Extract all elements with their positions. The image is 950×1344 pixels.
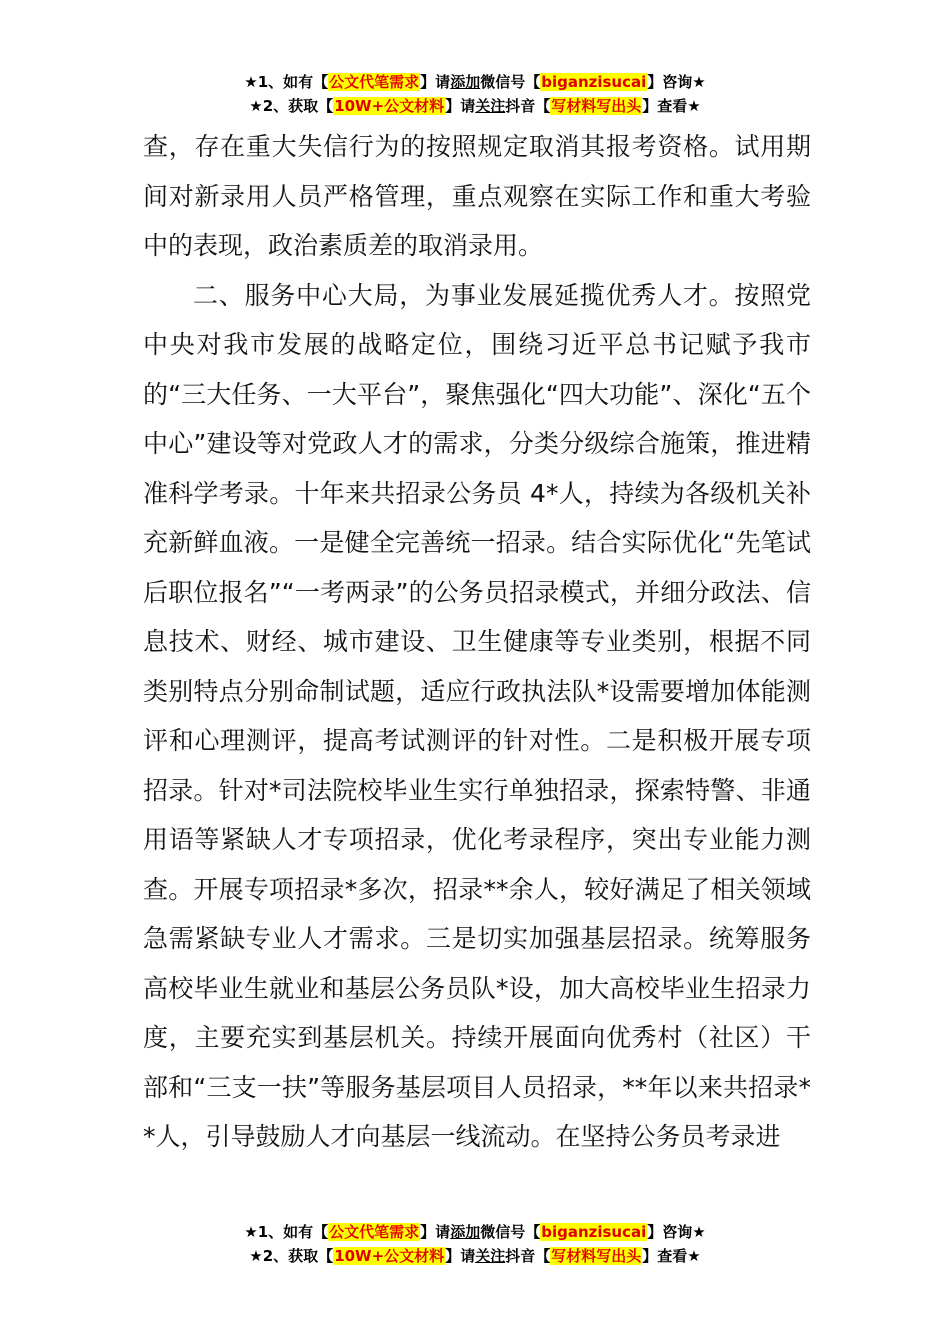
footer-line-1-text-c: 微信号【 [480, 1223, 541, 1241]
body-paragraph-continuation: 查，存在重大失信行为的按照规定取消其报考资格。试用期间对新录用人员严格管理，重点观察在实际工作和重大考验中的表现，政治素质差的取消录用。 [143, 132, 811, 260]
header-line-1-text-c: 微信号【 [480, 73, 541, 91]
header-line-2-text-d: 】查看★ [642, 97, 701, 115]
document-body [143, 122, 811, 1162]
header-highlight-wechat-id: biganzisucai [541, 73, 647, 91]
header-banner [0, 70, 950, 118]
header-line-1 [0, 70, 950, 94]
header-line-1-text-d: 】咨询★ [647, 73, 706, 91]
footer-highlight-materials: 10W+公文材料 [334, 1247, 445, 1265]
header-line-1-text-b: 】请 [420, 73, 451, 91]
footer-line-1-text-a: ★1、如有【 [244, 1223, 329, 1241]
header-line-2 [0, 94, 950, 118]
footer-line-1 [0, 1220, 950, 1244]
header-underline-add: 添加 [450, 73, 481, 91]
header-highlight-douyin-account: 写材料写出头 [551, 97, 642, 115]
body-paragraph-section-two: 二、服务中心大局，为事业发展延揽优秀人才。按照党中央对我市发展的战略定位，围绕习近平总书记赋予我市的“三大任务、一大平台”，聚焦强化“四大功能”、深化“五个中心”建设等对党政人才的需求，分类分级综合施策，推进精准科学考录。十年来共招录公务员 4*人，持续为各级机关补充新鲜血液。一是健全完善统一招录。结合实际优化“先笔试后职位报名”“一考两录”的公务员招录模式，并细分政法、信息技术、财经、城市建设、卫生健康等专业类别，根据不同类别特点分别命制试题，适应行政执法队*设需要增加体能测评和心理测评，提高考试测评的针对性。二是积极开展专项招录。针对*司法院校毕业生实行单独招录，探索特警、非通用语等紧缺人才专项招录，优化考录程序，突出专业能力测查。开展专项招录*多次，招录**余人，较好满足了相关领域急需紧缺专业人才需求。三是切实加强基层招录。统筹服务高校毕业生就业和基层公务员队*设，加大高校毕业生招录力度，主要充实到基层机关。持续开展面向优秀村（社区）干部和“三支一扶”等服务基层项目人员招录，**年以来共招录**人，引导鼓励人才向基层一线流动。在坚持公务员考录进 [143, 280, 811, 1151]
header-line-2-text-a: ★2、获取【 [249, 97, 334, 115]
header-line-2-text-b: 】请 [445, 97, 476, 115]
footer-highlight-douyin-account: 写材料写出头 [551, 1247, 642, 1265]
footer-line-1-text-b: 】请 [420, 1223, 451, 1241]
footer-line-2-text-b: 】请 [445, 1247, 476, 1265]
footer-line-2-text-d: 】查看★ [642, 1247, 701, 1265]
header-highlight-writing-service: 公文代笔需求 [329, 73, 420, 91]
footer-underline-follow: 关注 [475, 1247, 506, 1265]
header-line-1-text-a: ★1、如有【 [244, 73, 329, 91]
footer-underline-add: 添加 [450, 1223, 481, 1241]
footer-highlight-writing-service: 公文代笔需求 [329, 1223, 420, 1241]
header-underline-follow: 关注 [475, 97, 506, 115]
header-line-2-text-c: 抖音【 [505, 97, 551, 115]
footer-highlight-wechat-id: biganzisucai [541, 1223, 647, 1241]
footer-line-2-text-c: 抖音【 [505, 1247, 551, 1265]
footer-line-2-text-a: ★2、获取【 [249, 1247, 334, 1265]
footer-line-1-text-d: 】咨询★ [647, 1223, 706, 1241]
header-highlight-materials: 10W+公文材料 [334, 97, 445, 115]
footer-line-2 [0, 1244, 950, 1268]
footer-banner [0, 1220, 950, 1268]
